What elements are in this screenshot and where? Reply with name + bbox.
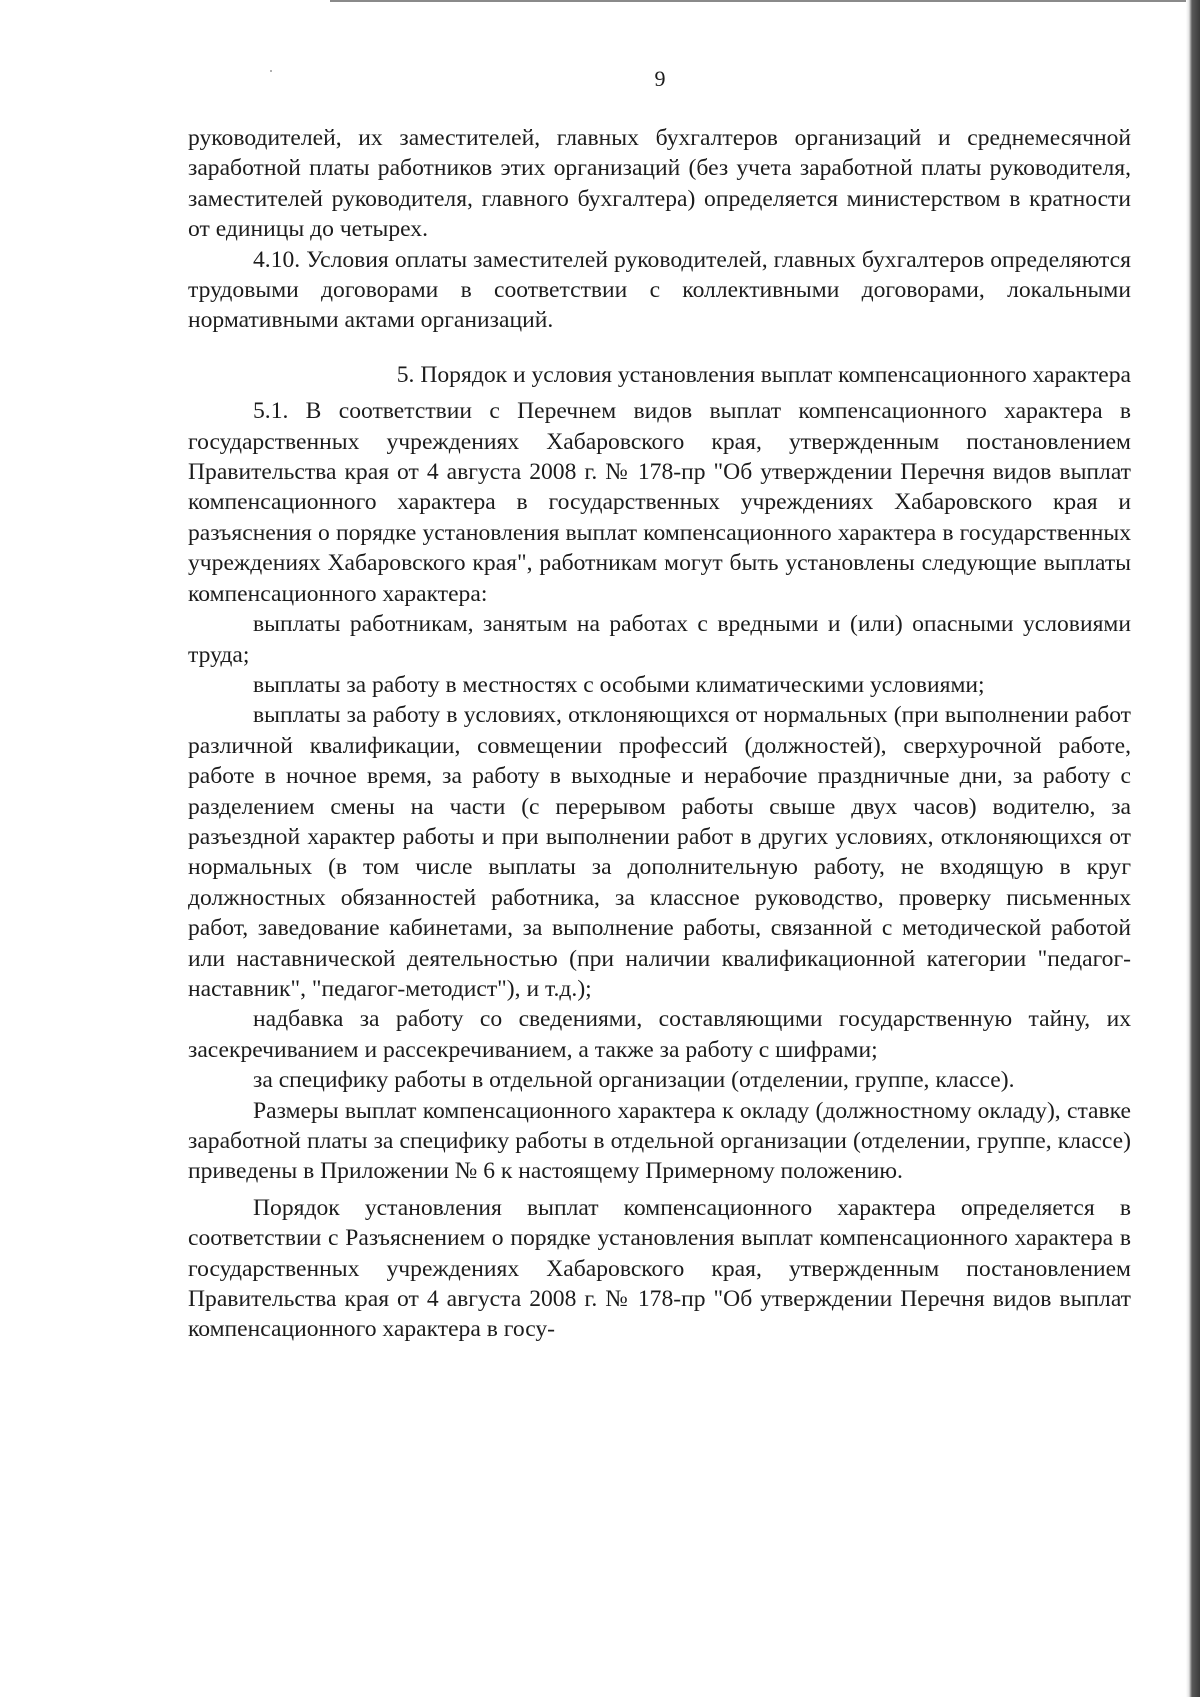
list-item-work-specifics: за специфику работы в отдельной организации (отделении, группе, классе). [253,1067,1015,1094]
scan-edge-top [330,0,1200,2]
scan-edge-right [1186,0,1200,1697]
paragraph-4-10: 4.10. Условия оплаты заместителей руководителей, главных бухгалтеров определяются трудовыми договорами в соответствии с коллективными договорами, локальными нормативными актами организаций. [188,246,1131,334]
paragraph-payment-order: Порядок установления выплат компенсационного характера определяется в соответствии с Разъяснением о порядке установления выплат компенсационного характера в государственных учреждениях Хабаровского края, утвержденным постановлением Правительства края от 4 августа 2008 г. № 178-пр "Об утверждении Перечня видов выплат компенсационного характера в госу- [188,1194,1131,1343]
list-item-climatic-conditions: выплаты за работу в местностях с особыми климатическими условиями; [253,671,985,698]
list-item-abnormal-conditions: выплаты за работу в условиях, отклоняющихся от нормальных (при выполнении работ различной квалификации, совмещении профессий (должностей), сверхурочной работе, работе в ночное время, за работу в выходные и нерабочие праздничные дни, за работу с разделением смены на части (с перерывом работы свыше двух часов) водителю, за разъездной характер работы и при выполнении работ в других условиях, отклоняющихся от нормальных (в том числе выплаты за дополнительную работу, не входящую в круг должностных обязанностей работника, за классное руководство, проверку письменных работ, заведование кабинетами, за выполнение работы, связанной с методической работой или наставнической деятельностью (при наличии квалификационной категории "педагог-наставник", "педагог-методист"), и т.д.); [188,702,1131,1002]
paragraph-payment-sizes: Размеры выплат компенсационного характера к окладу (должностному окладу), ставке заработной платы за специфику работы в отдельной организации (отделении, группе, классе) приведены в Приложении № 6 к настоящему Примерному положению. [188,1097,1131,1185]
document-body [188,123,1131,1345]
page-number: 9 [654,66,666,91]
section-5-heading: 5. Порядок и условия установления выплат компенсационного характера [396,361,1131,388]
paragraph-5-1: 5.1. В соответствии с Перечнем видов выплат компенсационного характера в государственных учреждениях Хабаровского края, утвержденным постановлением Правительства края от 4 августа 2008 г. № 178-пр "Об утверждении Перечня видов выплат компенсационного характера в государственных учреждениях Хабаровского края и разъяснения о порядке установления выплат компенсационного характера в государственных учреждениях Хабаровского края", работникам могут быть установлены следующие выплаты компенсационного характера: [188,398,1131,607]
list-item-state-secret: надбавка за работу со сведениями, составляющими государственную тайну, их засекречиванием и рассекречиванием, а также за работу с шифрами; [188,1006,1131,1063]
paragraph-continuation: руководителей, их заместителей, главных бухгалтеров организаций и среднемесячной заработной платы работников этих организаций (без учета заработной платы руководителя, заместителей руководителя, главного бухгалтера) определяется министерством в кратности от единицы до четырех. [188,125,1131,243]
list-item-harmful-conditions: выплаты работникам, занятым на работах с вредными и (или) опасными условиями труда; [188,611,1131,668]
